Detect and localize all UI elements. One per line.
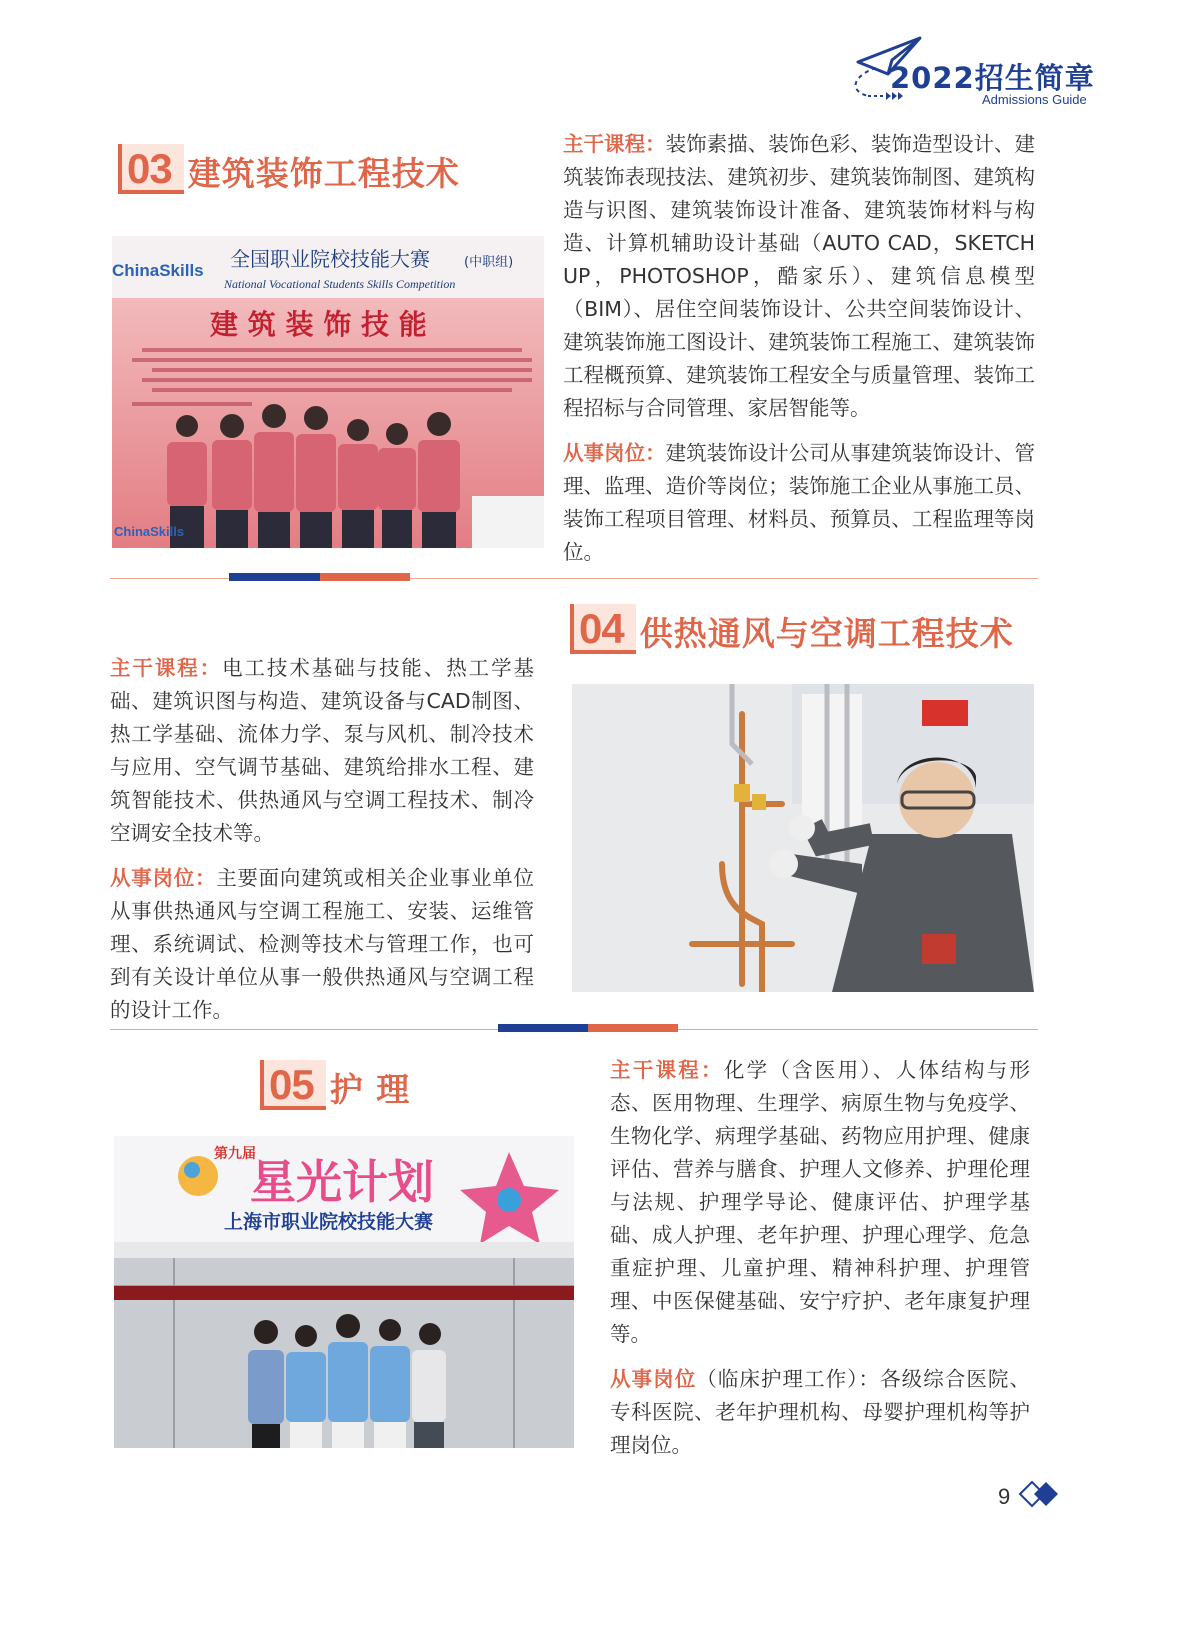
guide-subtitle: Admissions Guide (982, 92, 1087, 107)
divider-accent-blue (498, 1024, 588, 1032)
section-title: 建筑装饰工程技术 (187, 153, 460, 193)
section-number-badge (118, 144, 172, 198)
divider-accent-red (588, 1024, 678, 1032)
courses-label: 主干课程： (610, 1058, 724, 1082)
diamond-icon (1018, 1476, 1062, 1512)
photo-competition-decoration (112, 236, 544, 548)
chinaskills-logo: ChinaSkills (112, 261, 204, 280)
section-number: 05 (269, 1061, 314, 1108)
page-number: 9 (998, 1484, 1011, 1509)
jobs-text: 建筑装饰设计公司从事建筑装饰设计、管理、监理、造价等岗位；装饰施工企业从事施工员、装饰工程项目管理、材料员、预算员、工程监理等岗位。 (563, 441, 1036, 564)
section-title: 护 理 (329, 1069, 411, 1109)
jobs-label: 从事岗位： (563, 441, 666, 465)
sign-subtitle: 上海市职业院校技能大赛 (224, 1211, 434, 1233)
guide-title: 2022招生简章 (890, 61, 1095, 95)
courses-label: 主干课程： (110, 656, 223, 680)
courses-text: 电工技术基础与技能、热工学基础、建筑识图与构造、建筑设备与CAD制图、热工学基础、流体力学、泵与风机、制冷技术与应用、空气调节基础、建筑给排水工程、建筑智能技术、供热通风与空调工程技术、制冷空调安全技术等。 (110, 656, 535, 845)
jobs-text: （临床护理工作）：各级综合医院、专科医院、老年护理机构、母婴护理机构等护理岗位。 (610, 1367, 1031, 1457)
courses-text: 装饰素描、装饰色彩、装饰造型设计、建筑装饰表现技法、建筑初步、建筑装饰制图、建筑构造与识图、建筑装饰设计准备、建筑装饰材料与构造、计算机辅助设计基础（AUTO CAD，SKETCH UP，PHOTOSHOP，酷家乐）、建筑信息模型（BIM）、居住空间装饰设计、公共空间装饰设计、建筑装饰施工图设计、建筑装饰工程施工、建筑装饰工程概预算、建筑装饰工程安全与质量管理、装饰工程招标与合同管理、家居智能等。 (563, 132, 1036, 420)
flag-icon (922, 700, 968, 726)
section-number-badge (570, 604, 624, 658)
photo-hvac-student (572, 684, 1034, 992)
jobs-text: 主要面向建筑或相关企业事业单位从事供热通风与空调工程施工、安装、运维管理、系统调试、检测等技术与管理工作，也可到有关设计单位从事一般供热通风与空调工程的设计工作。 (110, 866, 535, 1022)
section-number-badge (260, 1060, 314, 1114)
section-05-text (610, 1054, 1030, 1474)
courses-label: 主干课程： (563, 132, 666, 156)
edition-label: 第九届 (214, 1146, 256, 1162)
divider-accent-red (320, 573, 410, 581)
jobs-label: 从事岗位 (610, 1367, 697, 1391)
section-title: 供热通风与空调工程技术 (639, 613, 1014, 653)
section-03-text (563, 128, 1035, 581)
banner-english: National Vocational Students Skills Competition (224, 277, 456, 291)
logo-hand-icon (178, 1156, 218, 1196)
svg-text:ChinaSkills: ChinaSkills (114, 524, 185, 539)
jobs-label: 从事岗位： (110, 866, 217, 890)
section-04-text (110, 652, 534, 1039)
divider-accent-blue (229, 573, 320, 581)
section-heading-03 (118, 144, 460, 198)
section-heading-05 (260, 1060, 410, 1114)
banner-title: 全国职业院校技能大赛 (230, 247, 430, 271)
section-heading-04 (570, 604, 1014, 658)
section-number: 03 (127, 145, 172, 192)
courses-text: 化学（含医用）、人体结构与形态、医用物理、生理学、病原生物与免疫学、生物化学、病理学基础、药物应用护理、健康评估、营养与膳食、护理人文修养、护理伦理与法规、护理学导论、健康评估、护理学基础、成人护理、老年护理、护理心理学、危急重症护理、儿童护理、精神科护理、护理管理、中医保健基础、安宁疗护、老年康复护理等。 (610, 1058, 1031, 1346)
banner-event: 建 筑 装 饰 技 能 (210, 308, 427, 341)
banner-group: (中职组) (464, 255, 514, 270)
photo-nursing-students (114, 1136, 574, 1448)
sign-title: 星光计划 (250, 1155, 434, 1209)
section-number: 04 (579, 605, 624, 652)
